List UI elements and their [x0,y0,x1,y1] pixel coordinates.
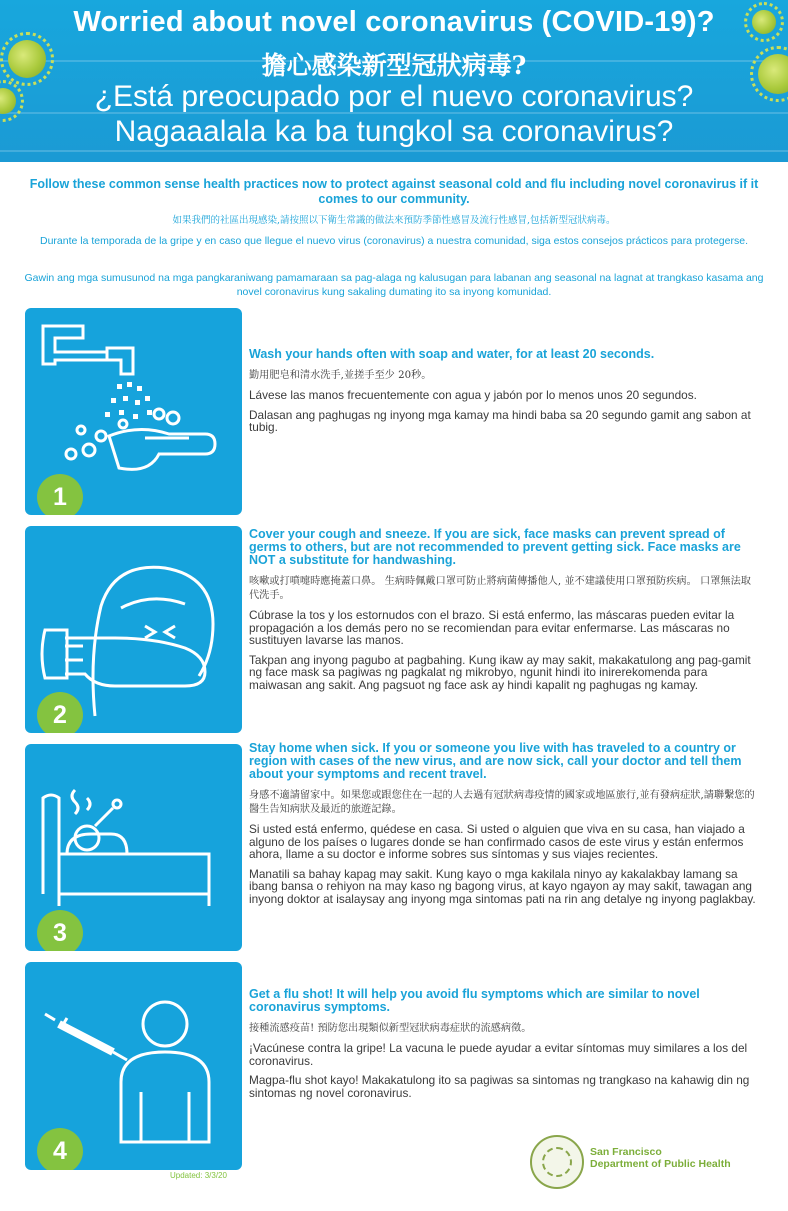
tip-text-2 [249,528,759,698]
tip-spanish: Cúbrase la tos y los estornudos con el brazo. Si está enfermo, las máscaras pueden evitar la propagación a los demás pero no se recomiendan para evitar enfermarse. Las máscaras no sustituyen lavarse las manos. [249,608,735,647]
step-number-badge: 1 [37,474,83,515]
org-line-2: Department of Public Health [590,1158,731,1170]
step-number-badge: 4 [37,1128,83,1170]
tip-spanish: Si usted está enfermo, quédese en casa. Si usted o alguien que viva en su casa, han viajado a alguno de los países o lugares donde se han confirmado casos de este virus y están enfermos ahora, llame a su doctor e informe sobres sus síntomas y sus viajes recientes. [249,822,745,861]
step-number-badge: 3 [37,910,83,951]
tip-chinese: 身感不適請留家中。如果您或跟您住在一起的人去過有冠狀病毒疫情的國家或地區旅行,並有發病症狀,請聯繫您的醫生告知病狀及最近的旅遊記錄。 [249,790,755,815]
tip-tagalog: Takpan ang inyong pagubo at pagbahing. Kung ikaw ay may sakit, makakatulong ang pag-gamit ng face mask sa pagiwas ng pagkalat ng mikrobyo, ngunit hindi ito inirerekomenda para maiwasan ang sakit. Ang pagsuot ng face ask ay hindi kapalit ng paghugas ng kamay. [249,652,751,692]
title-spanish: ¿Está preocupado por el nuevo coronavirus? [94,80,694,113]
tip-chinese: 接種流感疫苗! 預防您出現類似新型冠狀病毒症狀的流感病徵。 [249,1023,532,1034]
title-chinese: 擔心感染新型冠狀病毒? [261,51,527,80]
title-english: Worried about novel coronavirus (COVID-19)? [73,6,715,38]
intro-english: Follow these common sense health practices now to protect against seasonal cold and flu including novel coronavirus if it comes to our community. [29,177,759,206]
tip-card-2 [25,526,242,733]
tip-heading: Wash your hands often with soap and water, for at least 20 seconds. [249,347,655,361]
intro-chinese: 如果我們的社區出現感染,請按照以下衛生常識的做法來預防季節性感冒及流行性感冒,包括新型冠狀病毒。 [172,215,616,226]
city-seal-icon [530,1135,584,1189]
updated-date: Updated: 3/3/20 [170,1171,227,1180]
intro-tagalog: Gawin ang mga sumusunod na mga pangkaraniwang pamamaraan sa pag-alaga ng kalusugan para labanan ang seasonal na lagnat at trangkaso kasama ang novel coronavirus kung sakaling dumating ito sa inyong komunidad. [24,272,764,298]
tip-card-3 [25,744,242,951]
tip-tagalog: Magpa-flu shot kayo! Makakatulong ito sa pagiwas sa sintomas ng trangkaso na kahawig din ng sintomas ng novel coronavirus. [249,1073,750,1100]
tip-card-4 [25,962,242,1170]
tip-tagalog: Dalasan ang paghugas ng inyong mga kamay ma hindi baba sa 20 segundo gamit ang sabon at tubig. [249,407,751,434]
tip-tagalog: Manatili sa bahay kapag may sakit. Kung kayo o mga kakilala ninyo ay kakalakbay lamang sa ibang bansa o rehiyon na may kaso ng bagong virus, at kayo ngayon ay may sakit, tawagan ang inyong doktor at isalaysay ang inyong mga sintomas pati na rin ang detalye ng inyong paglakbay. [249,866,756,906]
tip-heading: Cover your cough and sneeze. If you are sick, face masks can prevent spread of germs to others, but are not recommended to prevent getting sick. Face masks are NOT a substitute for handwashing. [249,527,741,567]
header-banner [0,0,788,162]
tip-card-1 [25,308,242,515]
tip-chinese: 勤用肥皂和清水洗手,並搓手至少 20秒。 [249,370,432,381]
banner-stripe [0,150,788,152]
tip-chinese: 咳嗽或打噴嚏時應掩蓋口鼻。 生病時佩戴口罩可防止將病菌傳播他人, 並不建議使用口罩預防疾病。 口罩無法取代洗手。 [249,576,751,601]
tip-heading: Stay home when sick. If you or someone you live with has traveled to a country or region with cases of the new virus, and are now sick, call your doctor and tell them about your symptoms and recent travel. [249,741,742,781]
tip-spanish: Lávese las manos frecuentemente con agua y jabón por lo menos unos 20 segundos. [249,388,697,402]
step-number-badge: 2 [37,692,83,733]
tip-text-1 [249,348,759,441]
title-tagalog: Nagaaalala ka ba tungkol sa coronavirus? [114,115,674,148]
tip-heading: Get a flu shot! It will help you avoid flu symptoms which are similar to novel coronavirus symptoms. [249,987,700,1014]
tip-spanish: ¡Vacúnese contra la gripe! La vacuna le puede ayudar a evitar síntomas muy similares a los del coronavirus. [249,1041,748,1068]
tip-text-4 [249,988,759,1106]
intro-spanish: Durante la temporada de la gripe y en caso que llegue el nuevo virus (coronavirus) a nuestra comunidad, siga estos consejos prácticos para protegerse. [40,235,748,247]
organization-name [590,1146,731,1170]
org-line-1: San Francisco [590,1146,662,1158]
tip-text-3 [249,742,759,912]
